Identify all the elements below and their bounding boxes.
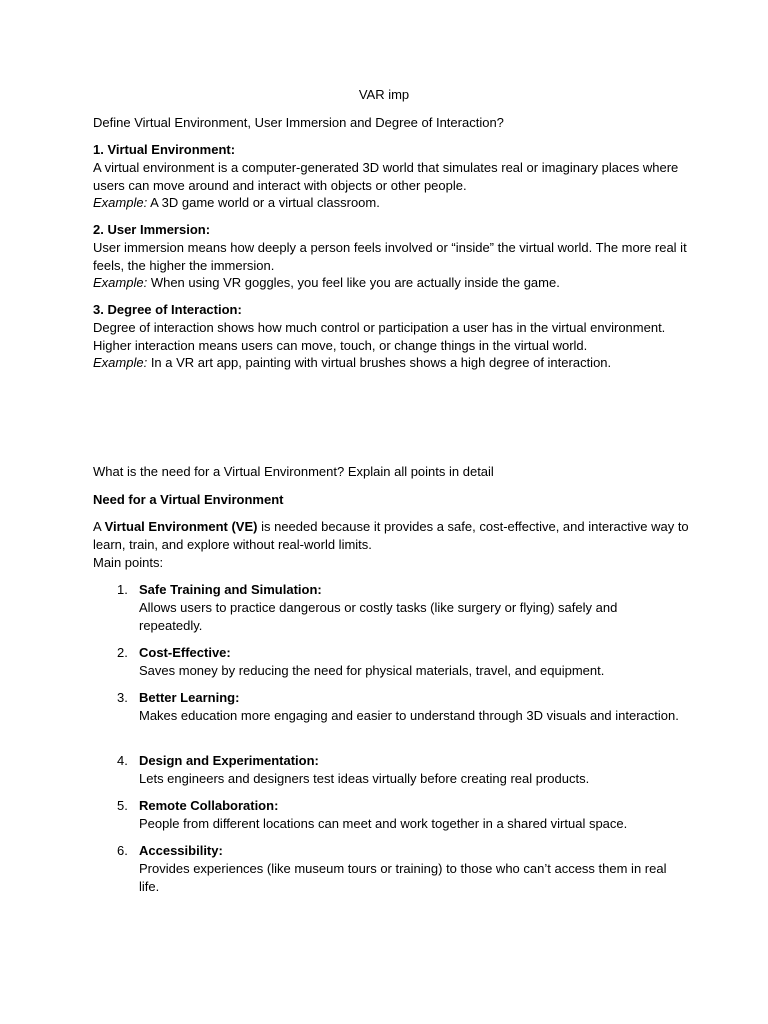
point-title: Design and Experimentation:	[139, 753, 319, 768]
main-points-label: Main points:	[93, 554, 164, 570]
section-virtual-environment	[93, 141, 693, 212]
point-text: People from different locations can meet and work together in a shared virtual space.	[139, 815, 628, 831]
question-2: What is the need for a Virtual Environment? Explain all points in detail	[93, 464, 494, 479]
section-degree-of-interaction	[93, 301, 693, 372]
section-text: User immersion means how deeply a person feels involved or “inside” the virtual world. The more real it feels, the higher the immersion.	[93, 239, 687, 273]
point-title: Cost-Effective:	[139, 645, 231, 660]
document-title: VAR imp	[358, 87, 410, 102]
point-title: Accessibility:	[139, 843, 223, 858]
section-text: Degree of interaction shows how much control or participation a user has in the virtual environment. Higher interaction means users can move, touch, or change things in the virtual world.	[93, 319, 666, 353]
point-text: Saves money by reducing the need for physical materials, travel, and equipment.	[139, 662, 605, 678]
list-number: 4.	[117, 753, 128, 768]
point-title: Better Learning:	[139, 690, 240, 705]
list-number: 2.	[117, 645, 128, 660]
example-label: Example:	[93, 275, 148, 291]
points-list	[93, 581, 693, 901]
list-number: 1.	[117, 582, 128, 597]
need-heading: Need for a Virtual Environment	[93, 492, 284, 507]
intro-bold-term: Virtual Environment (VE)	[104, 519, 258, 534]
example-text: A 3D game world or a virtual classroom.	[147, 195, 380, 211]
point-text: Allows users to practice dangerous or costly tasks (like surgery or flying) safely and repeatedly.	[139, 599, 618, 633]
need-intro	[93, 518, 693, 571]
example-text: In a VR art app, painting with virtual brushes shows a high degree of interaction.	[147, 355, 612, 371]
point-title: Remote Collaboration:	[139, 798, 279, 813]
point-title: Safe Training and Simulation:	[139, 582, 322, 597]
intro-prefix: A	[93, 519, 105, 534]
list-number: 5.	[117, 798, 128, 813]
section-example	[93, 194, 693, 212]
example-label: Example:	[93, 195, 148, 211]
list-number: 3.	[117, 690, 128, 705]
section-heading: 2. User Immersion:	[93, 222, 211, 237]
question-1: Define Virtual Environment, User Immersion and Degree of Interaction?	[93, 115, 504, 130]
section-example	[93, 274, 693, 292]
example-label: Example:	[93, 355, 148, 371]
section-text: A virtual environment is a computer-generated 3D world that simulates real or imaginary places where users can move around and interact with objects or other people.	[93, 159, 679, 193]
point-text: Lets engineers and designers test ideas virtually before creating real products.	[139, 770, 590, 786]
list-number: 6.	[117, 843, 128, 858]
example-text: When using VR goggles, you feel like you are actually inside the game.	[147, 275, 560, 291]
section-user-immersion	[93, 221, 693, 292]
section-example	[93, 354, 693, 372]
intro-paragraph	[93, 518, 693, 554]
intro-rest: is needed because it provides a safe, cost-effective, and interactive way to learn, train, and explore without real-world limits.	[93, 519, 689, 552]
section-heading: 3. Degree of Interaction:	[93, 302, 242, 317]
point-text: Provides experiences (like museum tours or training) to those who can’t access them in real life.	[139, 860, 667, 894]
section-heading: 1. Virtual Environment:	[93, 142, 236, 157]
point-text: Makes education more engaging and easier to understand through 3D visuals and interaction.	[139, 707, 679, 723]
